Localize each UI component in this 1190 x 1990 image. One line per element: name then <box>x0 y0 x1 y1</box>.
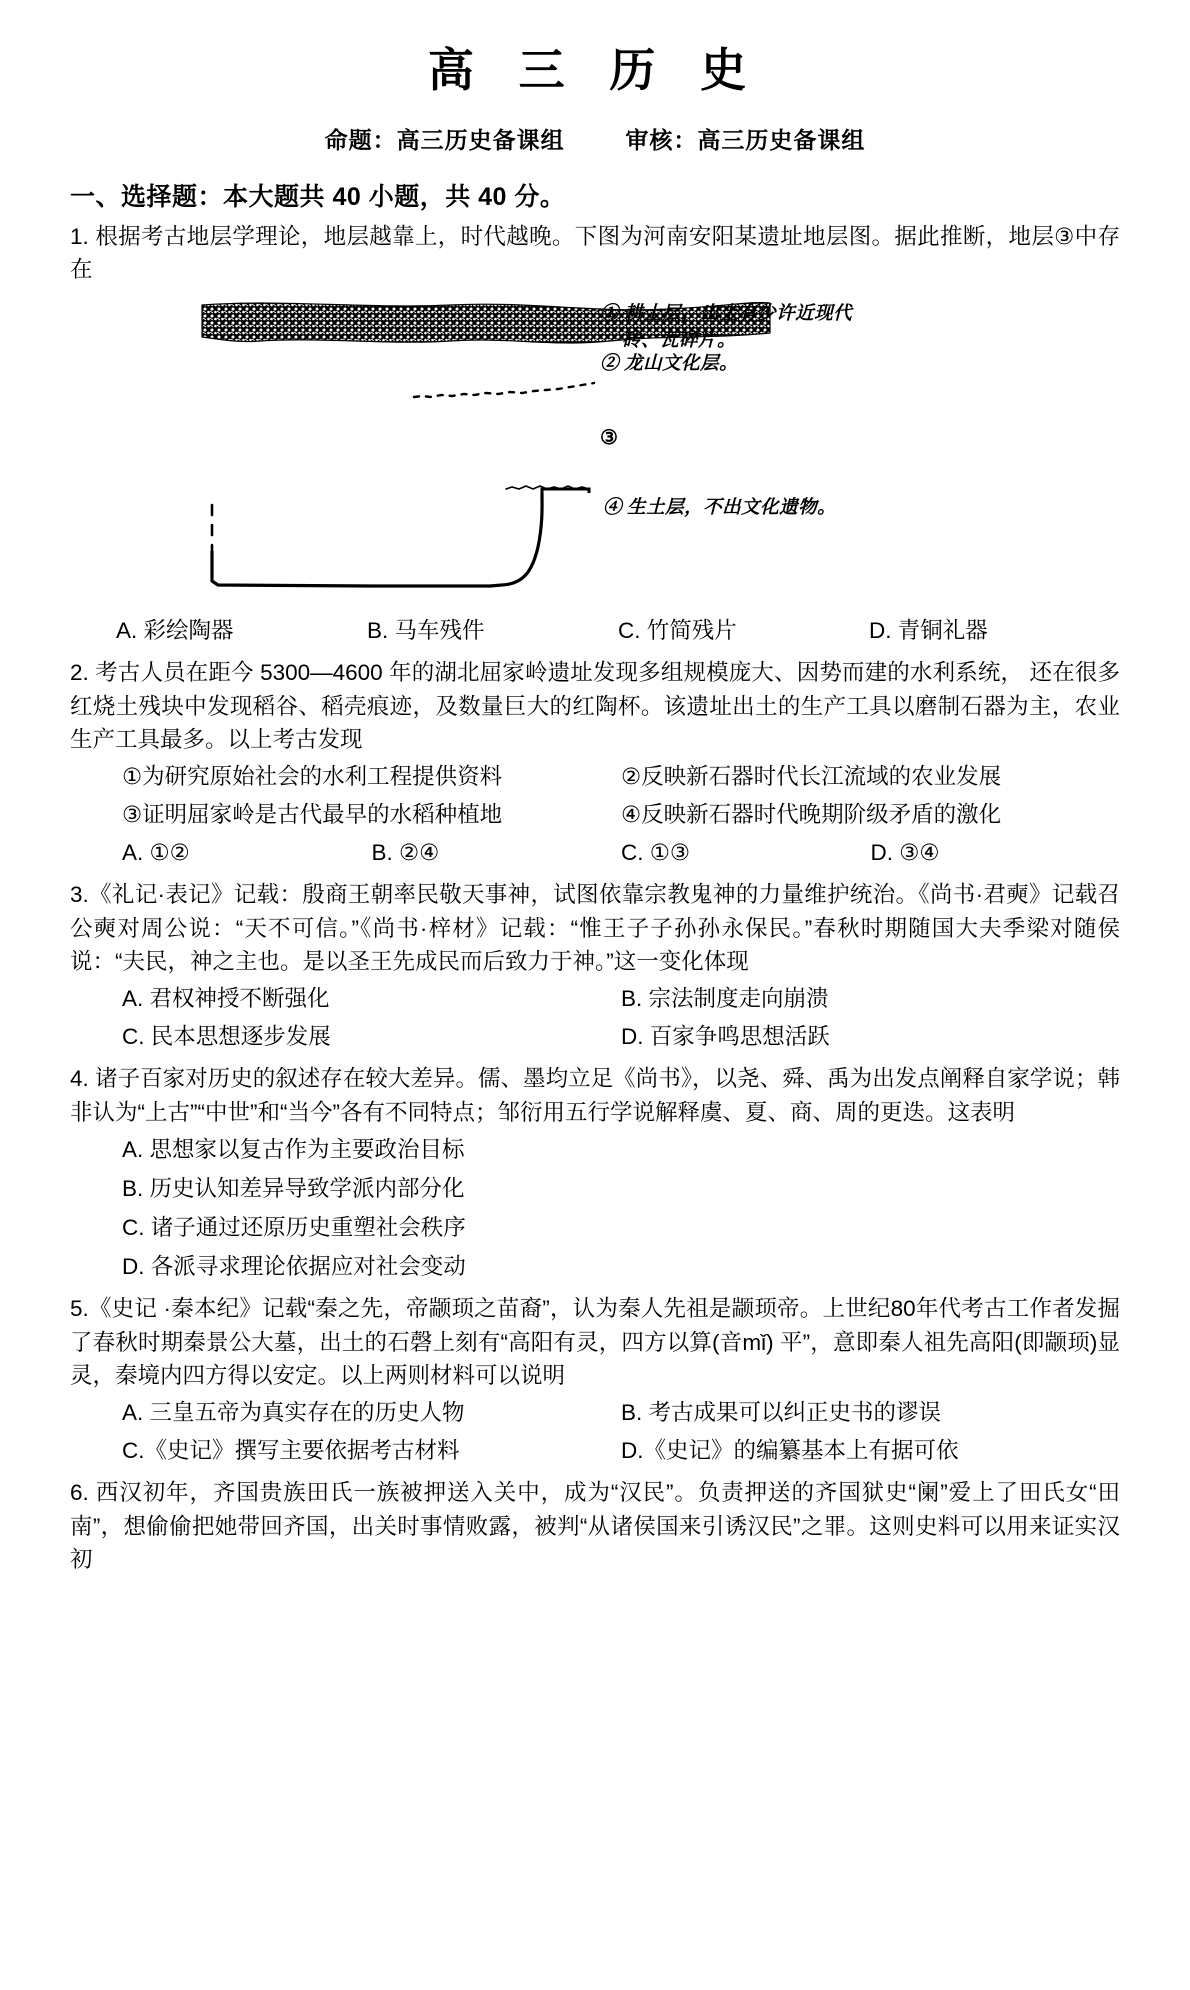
question-1-option-c[interactable]: C. 竹简残片 <box>618 618 737 643</box>
byline-author: 命题：高三历史备课组 <box>324 126 565 153</box>
question-2-statement-4: ④反映新石器时代晚期阶级矛盾的激化 <box>621 802 1002 827</box>
question-1-option-d[interactable]: D. 青铜礼器 <box>869 618 988 643</box>
figure-label-layer-1-cont: 砖、瓦碎片。 <box>622 330 737 351</box>
question-2-statement-2: ②反映新石器时代长江流域的农业发展 <box>621 764 1002 790</box>
question-5-option-d[interactable]: D.《史记》的编纂基本上有据可依 <box>621 1437 959 1463</box>
question-2-stem: 2. 考古人员在距今 5300—4600 年的湖北屈家岭遗址发现多组规模庞大、因势而建的水利系统， 还在很多红烧土残块中发现稻谷、稻壳痕迹，及数量巨大的红陶杯。该遗址出土的生产工具以磨制石器为主，农业生产工具最多。以上考古发现 <box>70 659 1120 753</box>
question-5-option-a[interactable]: A. 三皇五帝为真实存在的历史人物 <box>122 1400 465 1425</box>
question-2-option-b[interactable]: B. ②④ <box>371 839 440 865</box>
question-1-options <box>70 614 1120 649</box>
figure-label-layer-2: ② 龙山文化层。 <box>600 354 739 374</box>
page-title: 高 三 历 史 <box>427 44 763 96</box>
question-4-stem: 4. 诸子百家对历史的叙述存在较大差异。儒、墨均立足《尚书》，以尧、舜、禹为出发点阐释自家学说；韩非认为“上古”“中世”和“当今”各有不同特点；邹衍用五行学说解释虞、夏、商、周的更迭。这表明 <box>70 1065 1120 1125</box>
question-1-option-a[interactable]: A. 彩绘陶器 <box>116 618 234 643</box>
question-3-option-c[interactable]: C. 民本思想逐步发展 <box>122 1023 331 1049</box>
question-5-option-b[interactable]: B. 考古成果可以纠正史书的谬误 <box>621 1400 942 1425</box>
question-2-option-a[interactable]: A. ①② <box>122 839 190 865</box>
pit-right-shoulder <box>542 489 589 493</box>
question-5-options-row-1 <box>70 1396 1120 1431</box>
question-5-option-c[interactable]: C.《史记》撰写主要依据考古材料 <box>122 1437 460 1463</box>
question-2-statements-row-2 <box>70 798 1120 833</box>
figure-label-layer-4: ④ 生土层，不出文化遗物。 <box>603 498 837 518</box>
question-5-stem: 5.《史记 ·秦本纪》记载“秦之先，帝颛顼之苗裔”，认为秦人先祖是颛顼帝。上世纪80年代考古工作者发掘了春秋时期秦景公大墓，出土的石磬上刻有“高阳有灵，四方以算(音mǐ) 平”，意即秦人祖先高阳(即颛顼)显灵，秦境内四方得以安定。以上两则材料可以说明 <box>70 1295 1120 1389</box>
question-1-stem: 1. 根据考古地层学理论，地层越靠上，时代越晚。下图为河南安阳某遗址地层图。据此推断，地层③中存在 <box>70 223 1120 283</box>
question-3-option-a[interactable]: A. 君权神授不断强化 <box>122 986 330 1011</box>
stratigraphy-figure <box>70 293 1120 611</box>
question-2-options <box>70 836 1120 871</box>
question-2-option-c[interactable]: C. ①③ <box>621 839 691 865</box>
question-3-options-row-2 <box>70 1020 1120 1055</box>
byline-reviewer: 审核：高三历史备课组 <box>625 126 866 153</box>
question-2-option-d[interactable]: D. ③④ <box>870 839 940 865</box>
pit-outline <box>212 493 542 586</box>
section-heading: 一、选择题：本大题共 40 小题，共 40 分。 <box>70 182 566 211</box>
figure-label-layer-3: ③ <box>600 427 619 449</box>
question-1-option-b[interactable]: B. 马车残件 <box>367 618 485 643</box>
question-4-option-b[interactable]: B. 历史认知差异导致学派内部分化 <box>122 1176 465 1202</box>
question-4-option-c[interactable]: C. 诸子通过还原历史重塑社会秩序 <box>122 1215 466 1240</box>
question-3-options-row-1 <box>70 982 1120 1017</box>
figure-label-layer-1: ① 耕土层，出土有少许近现代 砖、瓦碎片。 <box>600 301 852 355</box>
question-2-statement-1: ①为研究原始社会的水利工程提供资料 <box>122 764 503 790</box>
stratigraphy-svg <box>70 293 1120 611</box>
question-4-option-a[interactable]: A. 思想家以复古作为主要政治目标 <box>122 1137 465 1163</box>
exam-page <box>0 42 1190 1990</box>
question-2-statements-row-1 <box>70 760 1120 795</box>
question-3-stem: 3.《礼记·表记》记载：殷商王朝率民敬天事神，试图依靠宗教鬼神的力量维护统治。《尚书·君奭》记载召公奭对周公说：“天不可信。”《尚书·梓材》记载：“惟王子子孙孙永保民。”春秋时期随国大夫季梁对随侯说：“夫民，神之主也。是以圣王先成民而后致力于神。”这一变化体现 <box>70 881 1120 975</box>
question-4-option-d[interactable]: D. 各派寻求理论依据应对社会变动 <box>122 1253 466 1279</box>
question-4-options <box>70 1133 1120 1285</box>
layer-boundary-dashed <box>414 383 594 397</box>
question-3-option-d[interactable]: D. 百家争鸣思想活跃 <box>621 1023 830 1049</box>
question-5-options-row-2 <box>70 1434 1120 1469</box>
question-2-statement-3: ③证明屈家岭是古代最早的水稻种植地 <box>122 802 503 827</box>
byline <box>70 122 1120 155</box>
question-6-stem: 6. 西汉初年，齐国贵族田氏一族被押送入关中，成为“汉民”。负责押送的齐国狱史“阑”爱上了田氏女“田南”，想偷偷把她带回齐国，出关时事情败露，被判“从诸侯国来引诱汉民”之罪。这则史料可以用来证实汉初 <box>70 1479 1120 1573</box>
question-3-option-b[interactable]: B. 宗法制度走向崩溃 <box>621 986 829 1011</box>
